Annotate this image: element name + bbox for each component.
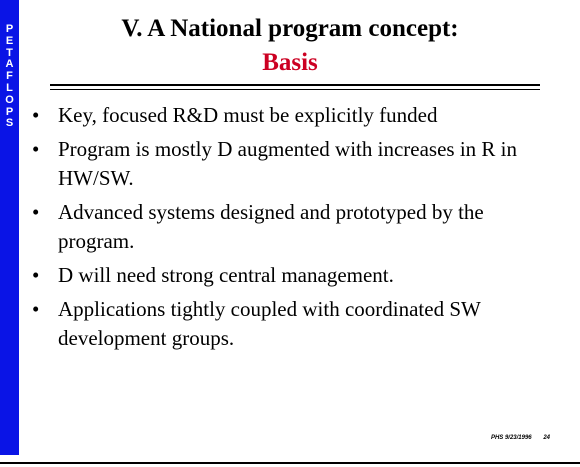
sidebar-bar bbox=[0, 0, 19, 455]
sidebar-letter: A bbox=[5, 58, 14, 71]
bullet-dot-icon: • bbox=[32, 137, 40, 161]
sidebar-letter: L bbox=[6, 81, 13, 94]
bullet-text: Applications tightly coupled with coordinated SW development groups. bbox=[58, 297, 481, 350]
slide-footer bbox=[491, 435, 550, 441]
sidebar-letter: P bbox=[5, 23, 14, 35]
slide-title: V. A National program concept: bbox=[121, 15, 459, 42]
sidebar-letter: O bbox=[5, 93, 14, 106]
slide-subtitle: Basis bbox=[262, 49, 318, 76]
bullet-item bbox=[32, 101, 562, 130]
bullet-dot-icon: • bbox=[32, 200, 40, 224]
bullet-dot-icon: • bbox=[32, 103, 40, 127]
bullet-dot-icon: • bbox=[32, 263, 40, 287]
sidebar-vertical-text bbox=[0, 24, 19, 130]
bullet-item bbox=[32, 135, 562, 193]
bullet-list bbox=[32, 101, 562, 358]
bullet-text: Advanced systems designed and prototyped by the program. bbox=[58, 200, 484, 253]
bullet-item bbox=[32, 295, 562, 353]
bullet-item bbox=[32, 261, 562, 290]
bullet-text: Key, focused R&D must be explicitly funded bbox=[58, 103, 438, 127]
bullet-item bbox=[32, 198, 562, 256]
sidebar-letter: T bbox=[6, 46, 13, 59]
sidebar-letter: F bbox=[6, 70, 13, 83]
bottom-divider bbox=[0, 462, 580, 464]
bullet-dot-icon: • bbox=[32, 297, 40, 321]
footer-author-date: PHS 9/23/1996 bbox=[490, 435, 532, 441]
bullet-text: Program is mostly D augmented with increases in R in HW/SW. bbox=[58, 137, 518, 190]
bullet-text: D will need strong central management. bbox=[58, 263, 394, 287]
sidebar-letter: S bbox=[5, 117, 14, 130]
footer-page-number: 24 bbox=[543, 435, 550, 441]
title-divider-thick bbox=[50, 84, 540, 86]
sidebar-letter: E bbox=[5, 34, 14, 47]
title-divider-thin bbox=[50, 89, 540, 90]
sidebar-letter: P bbox=[5, 105, 14, 118]
